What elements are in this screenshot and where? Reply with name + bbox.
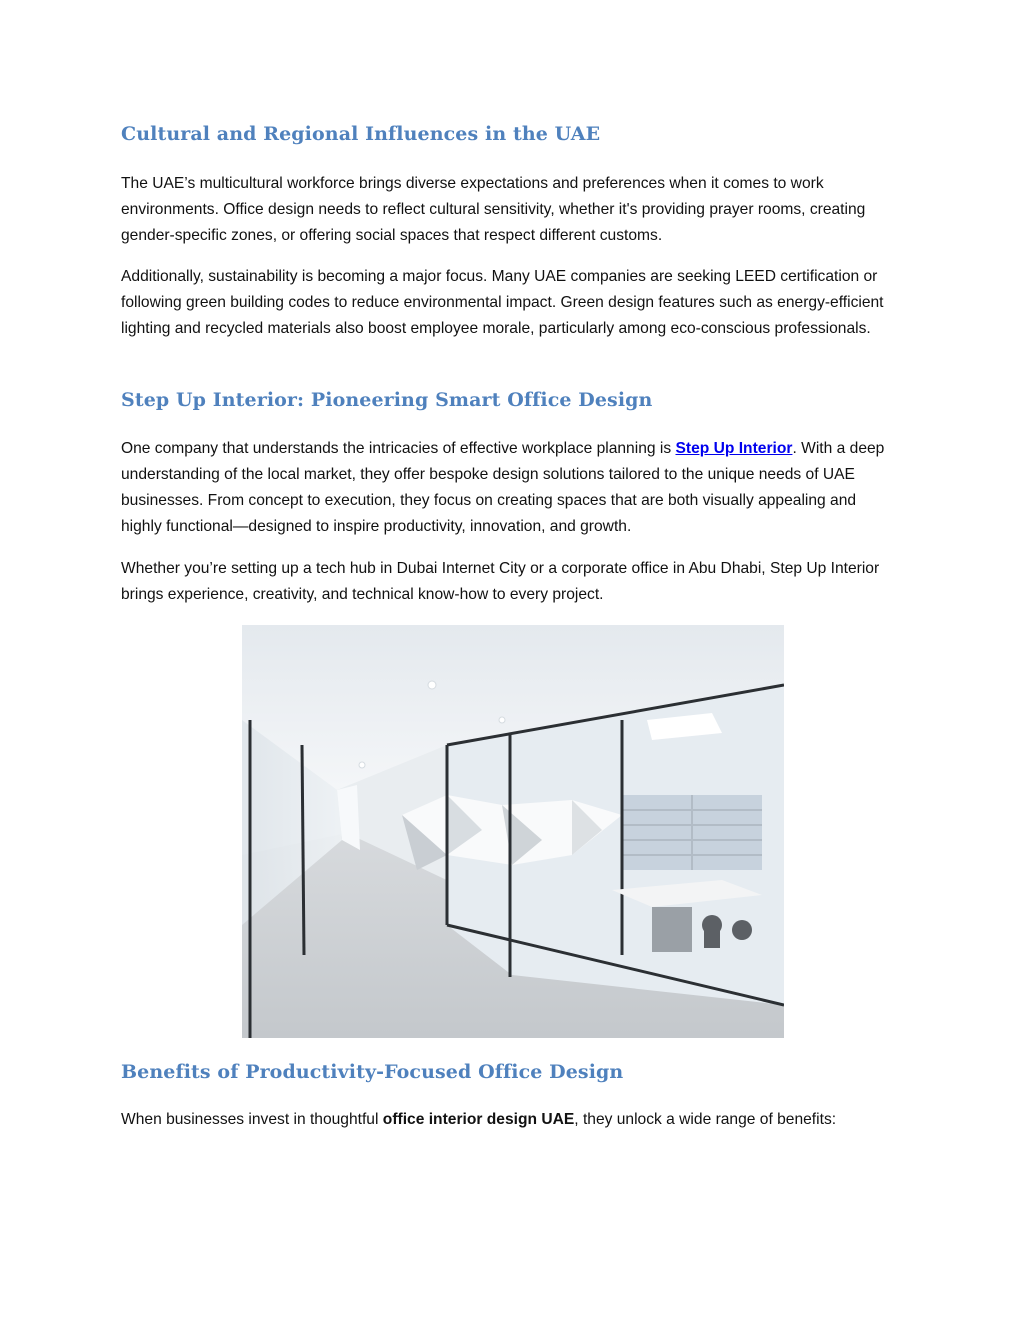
paragraph-step-up-intro <box>121 436 901 540</box>
heading-benefits: Benefits of Productivity-Focused Office Design <box>121 1061 624 1083</box>
paragraph-text: , they unlock a wide range of benefits: <box>574 1111 837 1128</box>
step-up-interior-link[interactable]: Step Up Interior <box>675 440 793 457</box>
paragraph-benefits-intro <box>121 1107 901 1133</box>
office-photo-illustration <box>242 625 784 1038</box>
paragraph-text: One company that understands the intricacies of effective workplace planning is <box>121 440 676 457</box>
heading-step-up-interior: Step Up Interior: Pioneering Smart Office Design <box>121 389 653 411</box>
office-interior-photo <box>242 625 784 1038</box>
paragraph-dubai-abu-dhabi: Whether you’re setting up a tech hub in Dubai Internet City or a corporate office in Abu Dhabi, Step Up Interior brings experience, creativity, and technical know-how to every project. <box>121 560 880 603</box>
bold-keyword: office interior design UAE <box>382 1111 575 1128</box>
paragraph-text: . With a deep understanding of the local market, they offer bespoke design solutions tailored to the unique needs of UAE businesses. From concept to execution, they focus on creating spaces that are both visually appealing and highly functional—designed to inspire productivity, innovation, and growth. <box>121 440 885 535</box>
paragraph-multicultural: The UAE’s multicultural workforce brings diverse expectations and preferences when it comes to work environments. Office design needs to reflect cultural sensitivity, whether it's providing prayer rooms, creating gender-specific zones, or offering social spaces that respect different customs. <box>121 175 866 244</box>
paragraph-sustainability: Additionally, sustainability is becoming a major focus. Many UAE companies are seeking LEED certification or following green building codes to reduce environmental impact. Green design features such as energy-efficient lighting and recycled materials also boost employee morale, particularly among eco-conscious professionals. <box>121 268 884 337</box>
heading-cultural-influences: Cultural and Regional Influences in the UAE <box>121 123 601 145</box>
paragraph-text: When businesses invest in thoughtful <box>121 1111 383 1128</box>
